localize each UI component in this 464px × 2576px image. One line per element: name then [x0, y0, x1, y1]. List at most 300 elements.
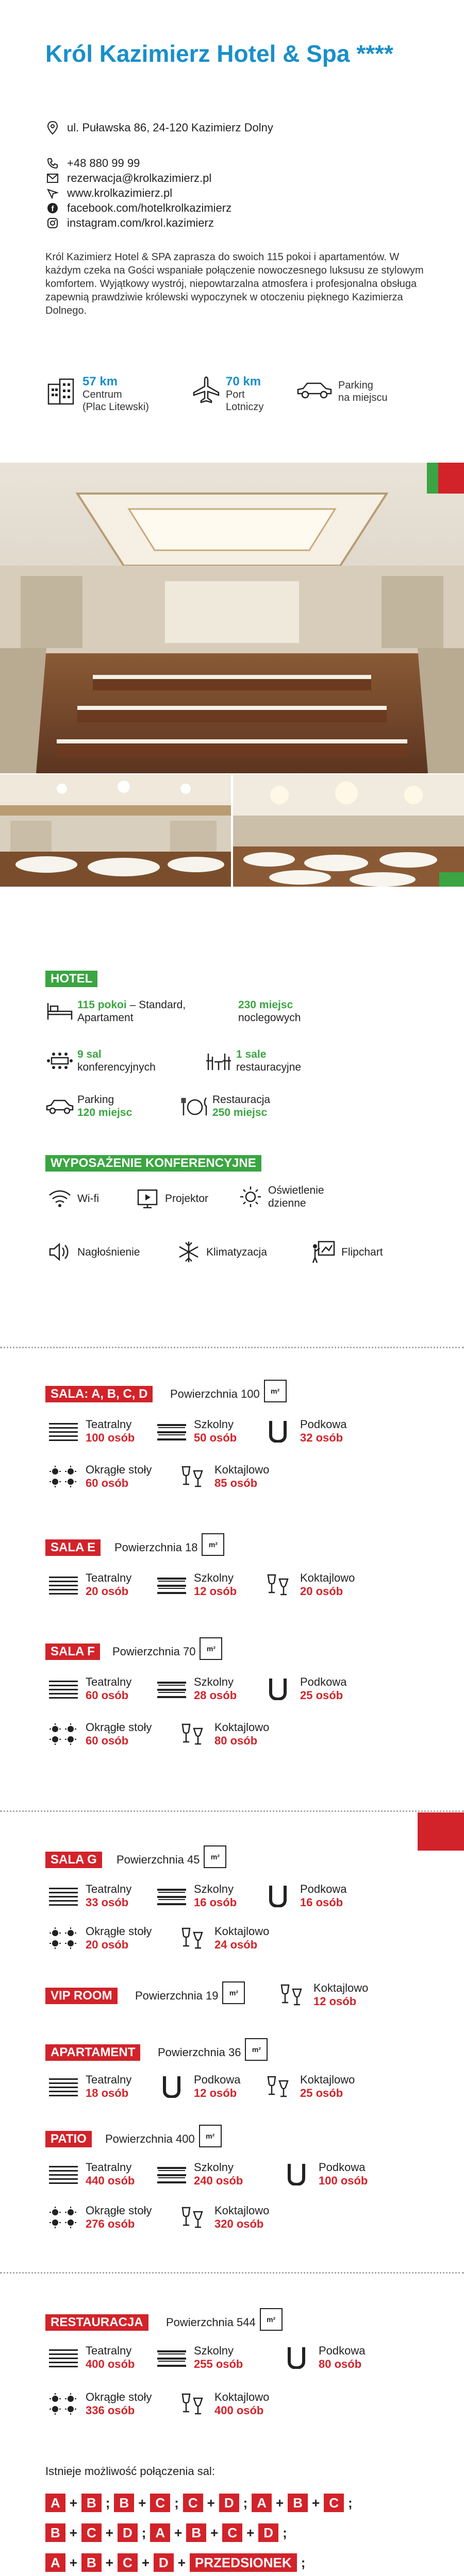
- hall-apartament-name: APARTAMENT: [45, 2044, 140, 2061]
- distance-parking-label1: Parking: [338, 380, 373, 391]
- hall-patio-round: [45, 2204, 152, 2231]
- speaker-icon: [45, 1240, 74, 1264]
- cocktail-glasses-icon: [260, 2075, 296, 2098]
- hotel-beds-label: noclegowych: [238, 1012, 301, 1024]
- hall-abcd-name: SALA: A, B, C, D: [45, 1386, 153, 1402]
- hall-g-cocktail-label: Koktajlowo: [214, 1925, 270, 1938]
- hotel-beds: [235, 998, 301, 1024]
- hotel-title: Król Kazimierz Hotel & Spa ****: [45, 40, 393, 67]
- hotel-restaurant-label: Restauracja: [212, 1094, 271, 1106]
- hall-f-horseshoe-label: Podkowa: [300, 1675, 347, 1688]
- equip-flipchart-label: Flipchart: [341, 1246, 383, 1258]
- hotel-restaurant: [180, 1093, 270, 1119]
- theatre-seating-icon: [45, 2163, 81, 2185]
- hall-apartament-horseshoe: [154, 2073, 241, 2100]
- square-meter-icon: m²: [264, 1380, 287, 1402]
- combo-chip: C: [81, 2523, 102, 2542]
- equipment-heading: WYPOSAŻENIE KONFERENCYJNE: [45, 1155, 261, 1172]
- hall-patio-area-value: 400: [175, 2132, 195, 2145]
- combo-chip: D: [154, 2553, 174, 2572]
- section-divider-1: [0, 1347, 464, 1348]
- school-seating-icon: [154, 2346, 190, 2369]
- hall-patio-horseshoe: [278, 2161, 368, 2188]
- hall-apartament-cocktail-label: Koktajlowo: [300, 2073, 355, 2086]
- equip-projector: [133, 1186, 208, 1211]
- hall-abcd-round-label: Okrągłe stoły: [86, 1463, 152, 1476]
- red-corner-block: [418, 1812, 464, 1851]
- location-pin-icon: [45, 121, 60, 135]
- hall-abcd-cocktail: [174, 1463, 269, 1490]
- combo-chip: D: [258, 2523, 278, 2542]
- combo-chip: C: [183, 2494, 203, 2512]
- combo-plus: +: [177, 2554, 186, 2570]
- round-tables-icon: [45, 1465, 81, 1488]
- hall-abcd-cocktail-label: Koktajlowo: [214, 1463, 270, 1476]
- theatre-seating-icon: [45, 2346, 81, 2369]
- hall-restauracja-cocktail-label: Koktajlowo: [214, 2391, 270, 2403]
- hall-restauracja-area-label: Powierzchnia: [166, 2316, 234, 2329]
- hotel-parking-value: 120 miejsc: [77, 1107, 132, 1118]
- hotel-description: Król Kazimierz Hotel & SPA zaprasza do swoich 115 pokoi i apartamentów. W każdym czeka na Gości wspaniałe połączenie nowoczesnego luksusu ze stylowym komfortem. Wyjątkowy wystrój, niepowtarzalna atmosfera i profesjonalna obsługa zapewnią prawdziwie królewski wypoczynek w otoczeniu pięknego Kazimierza Dolnego.: [45, 251, 424, 316]
- hall-vip-area: [135, 1988, 245, 2004]
- combo-chip: PRZEDSIONEK: [190, 2553, 297, 2572]
- square-meter-icon: m²: [245, 2038, 268, 2061]
- hall-patio-school-value: 240 osób: [194, 2174, 243, 2187]
- hall-vip-name: VIP ROOM: [45, 1988, 118, 2004]
- hall-restauracja-cocktail: [174, 2391, 269, 2417]
- horseshoe-seating-icon: [278, 2163, 314, 2185]
- combo-chip: A: [252, 2494, 272, 2512]
- instagram-row[interactable]: [45, 215, 214, 231]
- mail-icon: [45, 171, 60, 185]
- hall-f-name: SALA F: [45, 1643, 100, 1660]
- combo-semi: ;: [243, 2495, 248, 2511]
- hall-abcd-area-label: Powierzchnia: [170, 1387, 238, 1400]
- hall-abcd-theatre-label: Teatralny: [86, 1418, 132, 1431]
- hotel-parking: [45, 1093, 132, 1119]
- hall-patio-school-label: Szkolny: [194, 2161, 234, 2174]
- hall-g-area-value: 45: [187, 1853, 200, 1866]
- address-text: ul. Puławska 86, 24-120 Kazimierz Dolny: [67, 121, 273, 134]
- combo-plus: +: [69, 2554, 77, 2570]
- car-icon: [296, 379, 333, 402]
- square-meter-icon: m²: [222, 1981, 245, 2004]
- hall-g-theatre-value: 33 osób: [86, 1896, 129, 1909]
- combo-plus: +: [312, 2495, 320, 2511]
- round-tables-icon: [45, 1927, 81, 1950]
- combo-chip: C: [150, 2494, 170, 2512]
- hall-apartament-horseshoe-value: 12 osób: [194, 2087, 237, 2099]
- hall-e-area-value: 18: [185, 1541, 198, 1554]
- combo-chip: C: [222, 2523, 242, 2542]
- hotel-restaurant-value: 250 miejsc: [212, 1107, 268, 1118]
- combo-semi: ;: [283, 2524, 287, 2540]
- hall-g-theatre: [45, 1883, 131, 1909]
- combo-semi: ;: [174, 2495, 179, 2511]
- hall-restauracja-horseshoe-label: Podkowa: [319, 2344, 366, 2357]
- hotel-rooms: [45, 998, 201, 1024]
- square-meter-icon: m²: [204, 1845, 226, 1868]
- hall-restauracja-area-value: 544: [236, 2316, 256, 2329]
- hall-f-area-value: 70: [183, 1645, 196, 1658]
- facebook-icon: [45, 201, 60, 215]
- hall-patio-school: [154, 2161, 243, 2188]
- equip-wifi: [45, 1186, 99, 1211]
- combo-chip: A: [150, 2523, 170, 2542]
- equip-daylight: [236, 1184, 324, 1210]
- hall-f-round-value: 60 osób: [86, 1734, 129, 1747]
- hall-abcd-round: [45, 1463, 152, 1490]
- airplane-icon: [192, 375, 221, 406]
- hall-g-theatre-label: Teatralny: [86, 1883, 132, 1895]
- hall-apartament-cocktail: [260, 2073, 355, 2100]
- hall-g-school-value: 16 osób: [194, 1896, 237, 1909]
- hall-vip-cocktail-value: 12 osób: [313, 1995, 357, 2008]
- equip-aircon-label: Klimatyzacja: [206, 1246, 267, 1258]
- hall-abcd-horseshoe-value: 32 osób: [300, 1431, 343, 1444]
- hall-f-theatre-label: Teatralny: [86, 1675, 132, 1688]
- hall-restauracja-horseshoe: [278, 2344, 366, 2371]
- phone-icon: [45, 156, 60, 171]
- section-divider-2: [0, 1810, 464, 1812]
- conference-hall-photo: [0, 463, 464, 773]
- hall-g-school-label: Szkolny: [194, 1883, 234, 1895]
- square-meter-icon: m²: [199, 2125, 222, 2147]
- hall-abcd-cocktail-value: 85 osób: [214, 1477, 258, 1489]
- hall-patio-theatre: [45, 2161, 135, 2188]
- hall-f-round-label: Okrągłe stoły: [86, 1721, 152, 1734]
- combo-plus: +: [105, 2524, 113, 2540]
- equip-wifi-label: Wi-fi: [77, 1192, 99, 1205]
- combo-plus: +: [207, 2495, 215, 2511]
- combo-semi: ;: [301, 2554, 306, 2570]
- theatre-seating-icon: [45, 1573, 81, 1596]
- web-icon: [45, 186, 60, 200]
- combo-plus: +: [141, 2554, 150, 2570]
- square-meter-icon: m²: [260, 2308, 283, 2331]
- hall-patio-round-label: Okrągłe stoły: [86, 2204, 152, 2217]
- hall-g-school: [154, 1883, 237, 1909]
- hall-g-horseshoe: [260, 1883, 347, 1909]
- hall-patio-cocktail: [174, 2204, 269, 2231]
- hall-restauracja-round-value: 336 osób: [86, 2404, 135, 2417]
- hall-abcd-area: [170, 1386, 287, 1402]
- website-text[interactable]: www.krolkazimierz.pl: [67, 187, 173, 199]
- hall-restauracja-school: [154, 2344, 243, 2371]
- combo-plus: +: [69, 2524, 77, 2540]
- theatre-seating-icon: [45, 1677, 81, 1700]
- hall-f-cocktail-value: 80 osób: [214, 1734, 258, 1747]
- restaurant-tables-icon: [204, 1048, 233, 1073]
- hall-patio-round-value: 276 osób: [86, 2217, 135, 2230]
- hall-g-name: SALA G: [45, 1852, 102, 1868]
- hall-apartament-area-value: 36: [228, 2046, 241, 2059]
- hall-e-area-label: Powierzchnia: [114, 1541, 182, 1554]
- theatre-seating-icon: [45, 2075, 81, 2098]
- square-meter-icon: m²: [200, 1637, 222, 1660]
- hall-f-horseshoe: [260, 1675, 347, 1702]
- hall-abcd-school: [154, 1418, 237, 1445]
- hall-f-school: [154, 1675, 237, 1702]
- hall-restauracja-school-value: 255 osób: [194, 2358, 243, 2370]
- combo-chip: C: [324, 2494, 344, 2512]
- svg-text:f: f: [51, 205, 54, 213]
- hall-g-horseshoe-label: Podkowa: [300, 1883, 347, 1895]
- hall-patio-horseshoe-value: 100 osób: [319, 2174, 368, 2187]
- banquet-photo-right: [233, 774, 464, 887]
- hall-e-cocktail: [260, 1571, 355, 1598]
- hall-f-area-label: Powierzchnia: [112, 1645, 180, 1658]
- hall-vip-cocktail-label: Koktajlowo: [313, 1981, 369, 1994]
- square-meter-icon: m²: [202, 1533, 224, 1556]
- hall-restauracja-theatre: [45, 2344, 135, 2371]
- cocktail-glasses-icon: [174, 2206, 210, 2229]
- hall-vip-area-value: 19: [205, 1989, 219, 2002]
- facebook-row[interactable]: [45, 200, 231, 216]
- hall-e-name: SALA E: [45, 1539, 101, 1556]
- cocktail-glasses-icon: [174, 1723, 210, 1745]
- combo-chip: D: [219, 2494, 239, 2512]
- banquet-photo-left: [0, 774, 231, 887]
- hall-e-theatre-value: 20 osób: [86, 1585, 129, 1598]
- hall-vip-area-label: Powierzchnia: [135, 1989, 203, 2002]
- hall-abcd-school-label: Szkolny: [194, 1418, 234, 1431]
- cocktail-glasses-icon: [174, 1465, 210, 1488]
- hotel-rooms-value: 115 pokoi: [77, 999, 127, 1011]
- hall-g-cocktail: [174, 1925, 269, 1952]
- hotel-restaurant-hall-value: 1 sale: [236, 1048, 267, 1060]
- distance-parking-label2: na miejscu: [338, 392, 388, 403]
- hall-patio-area: [105, 2131, 222, 2147]
- hotel-beds-value: 230 miejsc: [238, 999, 293, 1011]
- combo-chip: B: [81, 2553, 102, 2572]
- horseshoe-seating-icon: [278, 2346, 314, 2369]
- equip-daylight-label2: dzienne: [268, 1197, 306, 1209]
- hall-patio-theatre-value: 440 osób: [86, 2174, 135, 2187]
- hall-abcd-school-value: 50 osób: [194, 1431, 237, 1444]
- email-row[interactable]: [45, 171, 211, 186]
- school-seating-icon: [154, 1573, 190, 1596]
- hall-e-theatre: [45, 1571, 131, 1598]
- distance-center-label2: (Plac Litewski): [82, 401, 149, 413]
- combo-plus: +: [174, 2524, 183, 2540]
- hall-restauracja-round: [45, 2391, 152, 2417]
- hall-f-round: [45, 1721, 152, 1748]
- hall-patio-cocktail-label: Koktajlowo: [214, 2204, 270, 2217]
- address-row: [45, 120, 273, 135]
- hotel-heading: HOTEL: [45, 971, 97, 987]
- phone-row[interactable]: [45, 156, 140, 171]
- hall-g-cocktail-value: 24 osób: [214, 1938, 258, 1951]
- hall-patio-horseshoe-label: Podkowa: [319, 2161, 366, 2174]
- hall-g-area: [117, 1852, 226, 1868]
- parking-car-icon: [45, 1094, 74, 1118]
- hall-e-theatre-label: Teatralny: [86, 1571, 132, 1584]
- conference-table-icon: [45, 1048, 74, 1073]
- round-tables-icon: [45, 2206, 81, 2229]
- horseshoe-seating-icon: [260, 1420, 296, 1443]
- school-seating-icon: [154, 1420, 190, 1443]
- hall-f-horseshoe-value: 25 osób: [300, 1689, 343, 1702]
- hotel-halls-label: konferencyjnych: [77, 1061, 156, 1073]
- combo-chip: A: [45, 2494, 65, 2512]
- hall-e-school: [154, 1571, 237, 1598]
- projector-icon: [133, 1186, 162, 1211]
- combo-plus: +: [276, 2495, 284, 2511]
- equip-sound-label: Nagłośnienie: [77, 1246, 140, 1258]
- hall-abcd-theatre-value: 100 osób: [86, 1431, 135, 1444]
- combo-chip: B: [114, 2494, 134, 2512]
- school-seating-icon: [154, 1677, 190, 1700]
- combo-chip: B: [288, 2494, 308, 2512]
- plate-cutlery-icon: [180, 1094, 209, 1118]
- instagram-icon: [45, 216, 60, 230]
- hall-f-school-label: Szkolny: [194, 1675, 234, 1688]
- phone-text[interactable]: +48 880 99 99: [67, 157, 140, 170]
- combo-plus: +: [105, 2554, 113, 2570]
- horseshoe-seating-icon: [260, 1885, 296, 1907]
- hotel-rooms-label: – Standard, Apartament: [77, 999, 186, 1024]
- flipchart-icon: [309, 1240, 338, 1264]
- combo-row-1: [45, 2493, 357, 2513]
- distance-airport-label2: Lotniczy: [226, 401, 264, 413]
- hall-abcd-area-value: 100: [240, 1387, 260, 1400]
- hall-f-school-value: 28 osób: [194, 1689, 237, 1702]
- combo-chip: B: [81, 2494, 102, 2512]
- hall-apartament-theatre-label: Teatralny: [86, 2073, 132, 2086]
- combo-semi: ;: [347, 2495, 353, 2511]
- hall-e-cocktail-label: Koktajlowo: [300, 1571, 355, 1584]
- equip-daylight-label1: Oświetlenie: [268, 1184, 324, 1196]
- hall-restauracja-school-label: Szkolny: [194, 2344, 234, 2357]
- hotel-halls-value: 9 sal: [77, 1048, 102, 1060]
- cocktail-glasses-icon: [174, 2393, 210, 2415]
- hall-abcd-round-value: 60 osób: [86, 1477, 129, 1489]
- hall-abcd-horseshoe: [260, 1418, 347, 1445]
- hall-f-cocktail: [174, 1721, 269, 1748]
- hall-patio-name: PATIO: [45, 2131, 92, 2147]
- combo-chip: C: [118, 2553, 138, 2572]
- hall-e-school-value: 12 osób: [194, 1585, 237, 1598]
- hall-e-area: [114, 1539, 224, 1556]
- hotel-restaurant-hall: [204, 1048, 301, 1074]
- hall-e-school-label: Szkolny: [194, 1571, 234, 1584]
- cocktail-glasses-icon: [273, 1984, 309, 2006]
- snowflake-icon: [174, 1240, 203, 1264]
- distance-center: [45, 375, 149, 413]
- hall-g-area-label: Powierzchnia: [117, 1853, 184, 1866]
- combo-chip: A: [45, 2553, 65, 2572]
- hall-e-cocktail-value: 20 osób: [300, 1585, 343, 1598]
- hall-g-round-value: 20 osób: [86, 1938, 129, 1951]
- cocktail-glasses-icon: [260, 1573, 296, 1596]
- email-text[interactable]: rezerwacja@krolkazimierz.pl: [67, 172, 212, 184]
- wifi-icon: [45, 1186, 74, 1211]
- school-seating-icon: [154, 2163, 190, 2185]
- hall-f-area: [112, 1643, 222, 1660]
- combo-plus: +: [210, 2524, 219, 2540]
- sun-icon: [236, 1184, 265, 1209]
- hotel-restaurant-hall-label: restauracyjne: [236, 1061, 302, 1073]
- hall-restauracja-theatre-label: Teatralny: [86, 2344, 132, 2357]
- combo-row-2: [45, 2522, 291, 2543]
- hall-abcd-horseshoe-label: Podkowa: [300, 1418, 347, 1431]
- combo-chip: D: [118, 2523, 138, 2542]
- equip-sound: [45, 1240, 140, 1264]
- hall-apartament-area: [158, 2044, 268, 2061]
- combinations-intro: Istnieje możliwość połączenia sal:: [45, 2465, 215, 2478]
- hall-g-round: [45, 1925, 152, 1952]
- hall-restauracja-horseshoe-value: 80 osób: [319, 2358, 362, 2370]
- hall-restauracja-theatre-value: 400 osób: [86, 2358, 135, 2370]
- combo-semi: ;: [105, 2495, 110, 2511]
- facebook-text[interactable]: facebook.com/hotelkrolkazimierz: [67, 201, 232, 214]
- hall-f-cocktail-label: Koktajlowo: [214, 1721, 270, 1734]
- distance-airport-label1: Port: [226, 389, 245, 400]
- hall-g-horseshoe-value: 16 osób: [300, 1896, 343, 1909]
- hall-apartament-horseshoe-label: Podkowa: [194, 2073, 241, 2086]
- hall-apartament-area-label: Powierzchnia: [158, 2046, 225, 2059]
- distance-parking: [296, 379, 388, 404]
- hall-patio-area-label: Powierzchnia: [105, 2132, 173, 2145]
- bed-icon: [45, 999, 74, 1024]
- equip-aircon: [174, 1240, 267, 1264]
- instagram-text[interactable]: instagram.com/krol.kazimierz: [67, 216, 214, 229]
- hotel-halls: [45, 1048, 156, 1074]
- horseshoe-seating-icon: [260, 1677, 296, 1700]
- website-row[interactable]: [45, 185, 172, 201]
- hall-restauracja-cocktail-value: 400 osób: [214, 2404, 264, 2417]
- combo-plus: +: [69, 2495, 77, 2511]
- hall-f-theatre: [45, 1675, 131, 1702]
- hall-restauracja-round-label: Okrągłe stoły: [86, 2391, 152, 2403]
- equip-flipchart: [309, 1240, 383, 1264]
- hall-g-round-label: Okrągłe stoły: [86, 1925, 152, 1938]
- combo-chip: B: [45, 2523, 65, 2542]
- hall-vip-cocktail: [273, 1981, 368, 2008]
- equip-projector-label: Projektor: [165, 1192, 209, 1205]
- section-divider-3: [0, 2272, 464, 2274]
- distance-airport: [192, 375, 263, 413]
- theatre-seating-icon: [45, 1420, 81, 1443]
- combo-chip: B: [186, 2523, 206, 2542]
- horseshoe-seating-icon: [154, 2075, 190, 2098]
- hall-restauracja-name: RESTAURACJA: [45, 2314, 148, 2331]
- round-tables-icon: [45, 2393, 81, 2415]
- hall-f-theatre-value: 60 osób: [86, 1689, 129, 1702]
- hall-apartament-theatre: [45, 2073, 131, 2100]
- round-tables-icon: [45, 1723, 81, 1745]
- combo-row-3: [45, 2552, 309, 2573]
- distance-center-label1: Centrum: [82, 389, 122, 400]
- distance-airport-value: 70 km: [226, 375, 261, 388]
- hall-apartament-cocktail-value: 25 osób: [300, 2087, 343, 2099]
- school-seating-icon: [154, 1885, 190, 1907]
- combo-plus: +: [138, 2495, 146, 2511]
- hall-patio-theatre-label: Teatralny: [86, 2161, 132, 2174]
- combo-plus: +: [246, 2524, 255, 2540]
- cocktail-glasses-icon: [174, 1927, 210, 1950]
- theatre-seating-icon: [45, 1885, 81, 1907]
- distance-center-value: 57 km: [82, 375, 118, 388]
- combo-semi: ;: [141, 2524, 146, 2540]
- hotel-parking-label: Parking: [77, 1094, 114, 1106]
- building-icon: [45, 375, 77, 410]
- hall-restauracja-area: [166, 2314, 283, 2331]
- hall-abcd-theatre: [45, 1418, 135, 1445]
- hall-patio-cocktail-value: 320 osób: [214, 2217, 264, 2230]
- hall-apartament-theatre-value: 18 osób: [86, 2087, 129, 2099]
